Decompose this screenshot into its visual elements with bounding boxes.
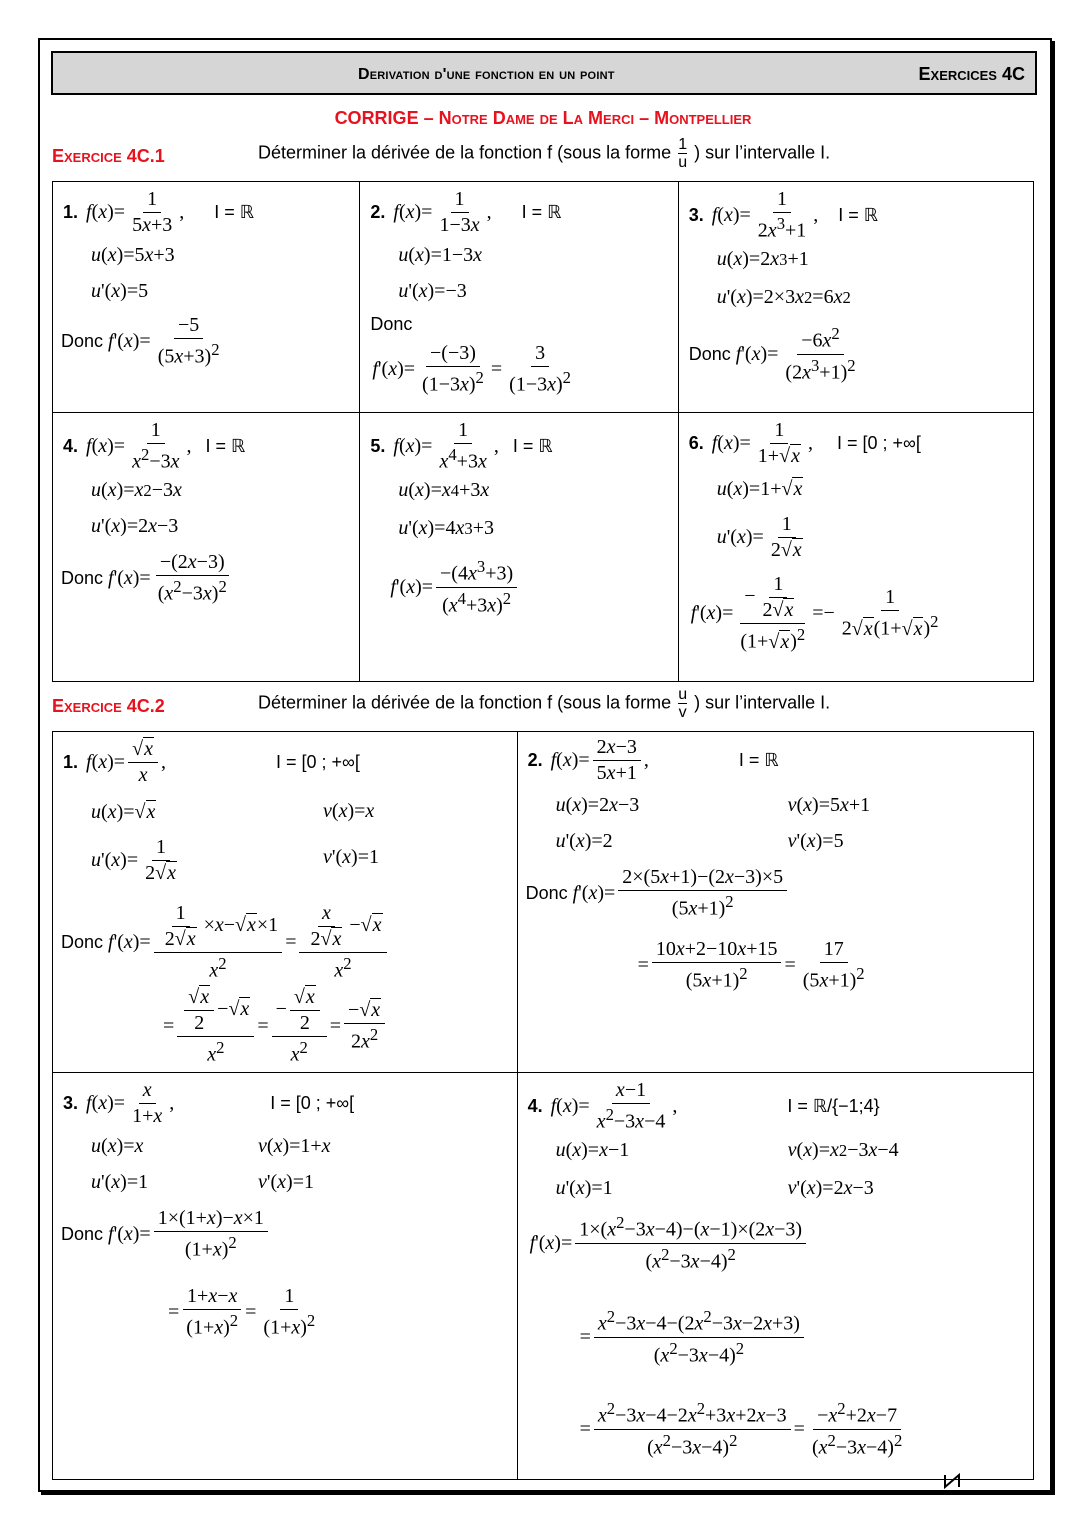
fraction-bottom: u (678, 154, 688, 171)
fraction-top: u (678, 686, 688, 703)
ex1-cell-1: 1. f ( x )= 1 5x+3 , I = ℝ u ( x )=5 x +3 u '( x )=5 Donc f '( x )= −5 $(5x+3)^2$ (53, 182, 360, 413)
interval: I = [0 ; +∞[ (275, 752, 360, 772)
header-bar (51, 51, 1037, 95)
ex2-cell-2: 2. f ( x )= 2x−3 5x+1 , I = ℝ u ( x )=2 x −3 v ( x )=5 x +1 u '( x )=2 v '( x )=5 Donc f '( x )= 2×(5x+1)−(2x−3)×5 $(5x+1)^2$ = 10x+2−10x+15 $(5x+1)^2$ = 17 $(5x+1)^2$ (517, 732, 1033, 1073)
interval: I = ℝ (512, 435, 553, 456)
donc-label: Donc (61, 330, 104, 351)
exercise-1-label: Exercice 4C.1 (52, 146, 165, 166)
exercise-2-table (52, 731, 1034, 1480)
instruction-text-end: ) sur l’intervalle I. (694, 692, 831, 713)
interval: I = ℝ (838, 204, 879, 225)
ex1-cell-5: 5. f ( x )= 1 $x^4+3x$ , I = ℝ u ( x )= x 4 +3 x u '( x )=4 x 3 +3 f '( x )= $-(4x^3+3)$ $(x^4+3x)^2$ (360, 413, 678, 682)
exercise-1-instruction (258, 136, 830, 171)
item-number: 3. (688, 204, 704, 225)
ex2-cell-1: 1. f ( x )= √ x x , I = [0 ; +∞[ u ( x )= √ x v ( x )= x u '( x )= 1 2√ x v '( x )=1 Donc f '( x )= $\frac{1}{2√ x}$ ×x−√ x×1 $x^2$ = $\frac{x}{2√ x}$ −√ x $x^2$ = √ $\frac{x}{2}$ −√ x $x^2$ = − √ $\frac{x}{2}$ $x^2$ = −√ x $2x^2$ (53, 732, 518, 1073)
ex2-cell-3: 3. f ( x )= x 1+x , I = [0 ; +∞[ u ( x )= x v ( x )=1+ x u '( x )=1 v '( x )=1 Donc f '( x )= 1×(1+x)−x×1 $(1+x)^2$ = 1+x−x $(1+x)^2$ = 1 $(1+x)^2$ (53, 1073, 518, 1480)
interval: I = [0 ; +∞[ (270, 1093, 355, 1113)
donc-label: Donc (525, 882, 568, 903)
donc-label: Donc (61, 567, 104, 588)
item-number: 3. (63, 1093, 79, 1113)
instruction-fraction (678, 686, 687, 721)
exercise-2-label: Exercice 4C.2 (52, 696, 165, 716)
interval: I = [0 ; +∞[ (836, 433, 921, 453)
item-number: 5. (370, 435, 386, 456)
instruction-text: Déterminer la dérivée de la fonction f (sous la forme (258, 142, 672, 163)
interval: I = ℝ (214, 202, 255, 222)
interval: I = ℝ (738, 750, 779, 770)
interval: I = ℝ/{−1;4} (787, 1095, 880, 1116)
exercise-2-instruction (258, 686, 830, 721)
instruction-text-end: ) sur l’intervalle I. (694, 142, 831, 163)
page-corner-mark (943, 1473, 963, 1489)
ex1-cell-4: 4. f ( x )= 1 $x^2-3x$ , I = ℝ u ( x )= x 2 −3 x u '( x )=2 x −3 Donc f '( x )= −(2x−3) $(x^2-3x)^2$ (53, 413, 360, 682)
instruction-text: Déterminer la dérivée de la fonction f (sous la forme (258, 692, 672, 713)
item-number: 1. (63, 752, 79, 772)
donc-label: Donc (688, 343, 731, 364)
donc-label: Donc (370, 314, 413, 334)
ex1-cell-6: 6. f ( x )= 1 1+√ x , I = [0 ; +∞[ u ( x )=1+ √ x u '( x )= 1 2√ x f '( x )= − $\frac{1}{2√ x}$ (1+√ x)$^2$ =− 1 2√ x(1+√ x)$^2$ (678, 413, 1033, 682)
ex1-cell-2: 2. f ( x )= 1 1−3x , I = ℝ u ( x )=1−3 x u '( x )=−3 Donc f '( x )= −(−3) $(1-3x)^2$ = 3 $(1-3x)^2$ (360, 182, 678, 413)
interval: I = ℝ (521, 202, 562, 222)
exercise-set-label: Exercices 4C (918, 64, 1025, 84)
fraction-bottom: v (678, 704, 687, 721)
ex1-cell-3: 3. f ( x )= 1 $2x^3+1$ , I = ℝ u ( x )=2 x 3 +1 u '( x )=2×3 x 2 =6 x 2 Donc f '( x )= $-6x^2$ $(2x^3+1)^2$ (678, 182, 1033, 413)
item-number: 2. (370, 202, 386, 222)
item-number: 4. (63, 435, 79, 456)
donc-label: Donc (61, 931, 104, 952)
item-number: 6. (688, 433, 704, 453)
item-number: 2. (527, 750, 543, 770)
exercise-1-table (52, 181, 1034, 682)
donc-label: Donc (61, 1223, 104, 1244)
instruction-fraction (678, 136, 687, 171)
item-number: 4. (527, 1095, 543, 1116)
interval: I = ℝ (205, 435, 246, 456)
page-title: Derivation d'une fonction en un point (358, 66, 615, 83)
item-number: 1. (63, 202, 79, 222)
ex2-cell-4: 4. f ( x )= x−1 $x^2-3x-4$ , I = ℝ/{−1;4} u ( x )= x −1 v ( x )= x 2 −3 x −4 u '( x )=1 v '( x )=2 x −3 f '( x )= $1\times(x^2-3x-4)-(x-1)\times(2x-3)$ $(x^2-3x-4)^2$ = $x^2-3x-4-(2x^2-3x-2x+3)$ $(x^2-3x-4)^2$ = $x^2-3x-4-2x^2+3x+2x-3$ $(x^2-3x-4)^2$ = $-x^2+2x-7$ $(x^2-3x-4)^2$ (517, 1073, 1033, 1480)
corrige-heading: CORRIGE – Notre Dame de La Merci – Montpellier (334, 108, 752, 128)
fraction-top: 1 (678, 136, 688, 153)
